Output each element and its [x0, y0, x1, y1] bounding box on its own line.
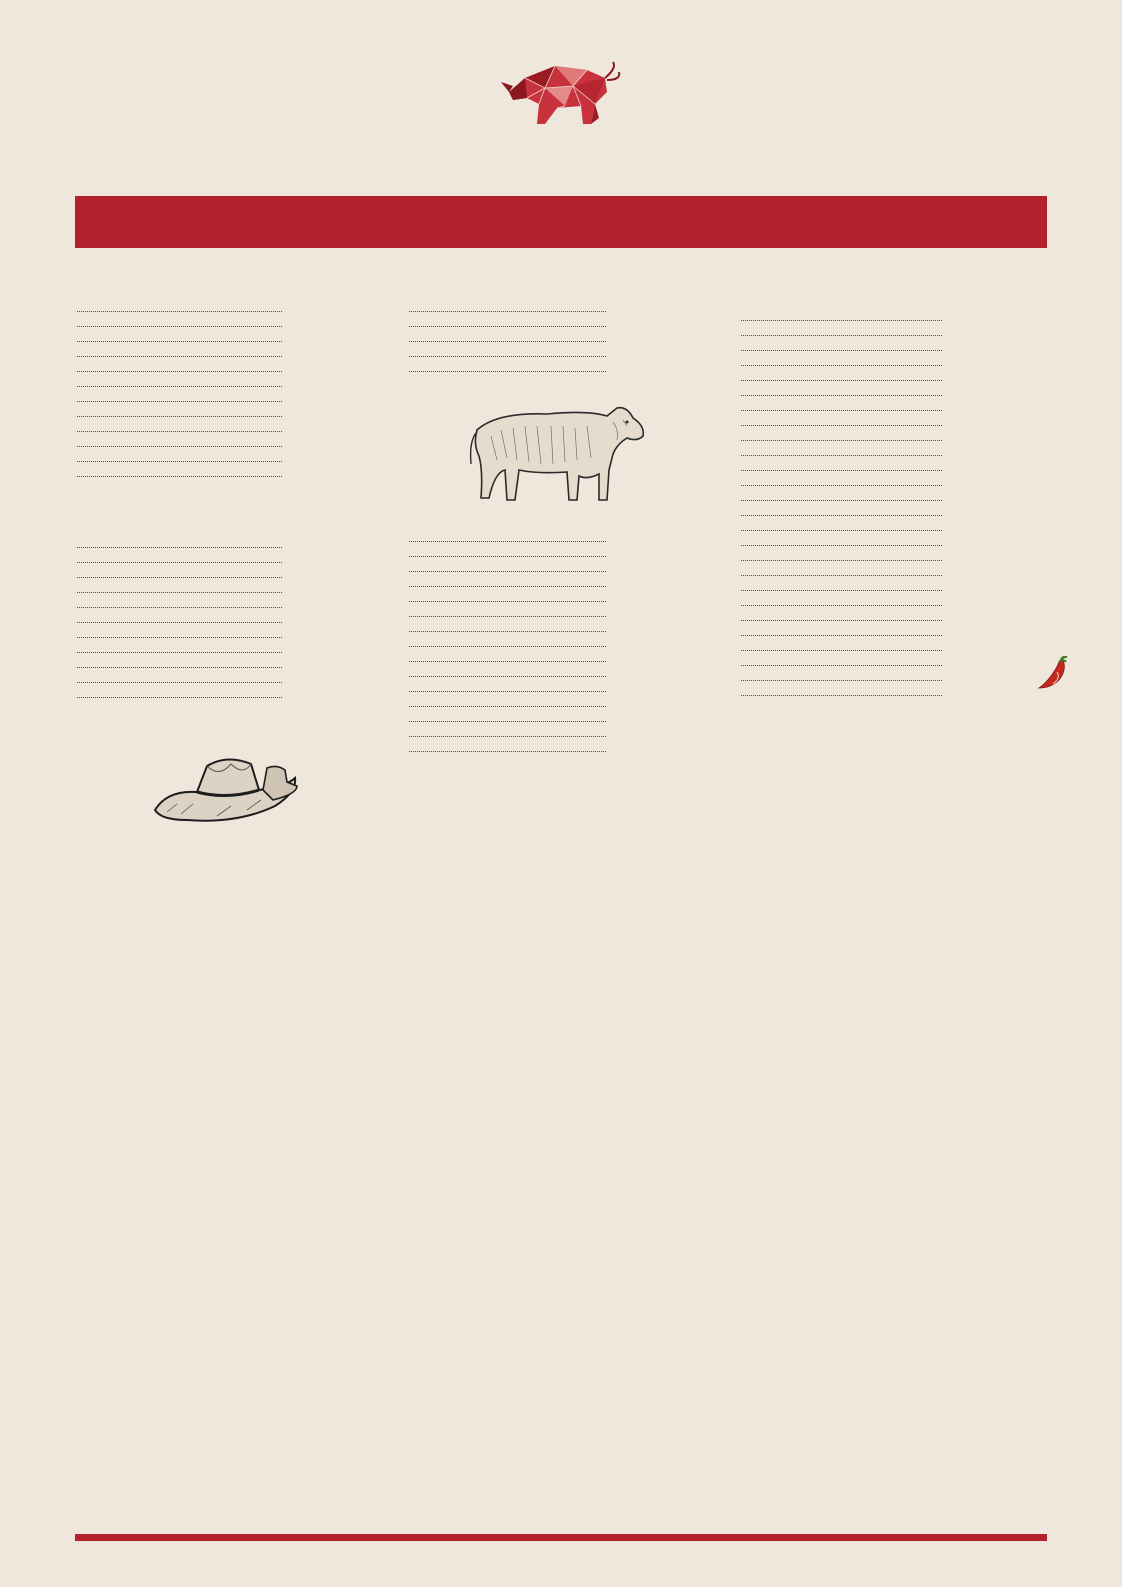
item-price-line — [75, 386, 380, 391]
leader-dots — [409, 721, 606, 722]
menu-item — [407, 736, 704, 741]
leader-dots — [77, 577, 282, 578]
item-price-line — [739, 470, 1040, 475]
item-price-line — [75, 461, 380, 466]
item-price-line — [739, 680, 1040, 685]
footer-red-band — [75, 1534, 1047, 1541]
company-items-list — [407, 311, 704, 376]
leader-dots — [741, 665, 942, 666]
item-price-line — [739, 650, 1040, 655]
menu-item — [407, 661, 704, 666]
leader-dots — [741, 455, 942, 456]
menu-item — [407, 326, 704, 331]
menu-item — [739, 650, 1040, 655]
item-price-line — [407, 706, 704, 711]
leader-dots — [77, 592, 282, 593]
item-price-line — [75, 311, 380, 316]
menu-item — [739, 425, 1040, 430]
leader-dots — [77, 311, 282, 312]
item-price-line — [739, 455, 1040, 460]
item-price-line — [739, 440, 1040, 445]
leader-dots — [77, 326, 282, 327]
menu-item — [739, 680, 1040, 685]
leader-dots — [409, 586, 606, 587]
leader-dots — [77, 637, 282, 638]
bull-logo-icon — [495, 58, 625, 130]
column-middle — [407, 268, 704, 766]
menu-item — [739, 575, 1040, 580]
leader-dots — [409, 736, 606, 737]
menu-item — [739, 320, 1040, 325]
leader-dots — [741, 335, 942, 336]
menu-item — [75, 416, 380, 421]
leader-dots — [77, 461, 282, 462]
leader-dots — [409, 661, 606, 662]
leader-dots — [409, 356, 606, 357]
leader-dots — [741, 590, 942, 591]
item-price-line — [739, 320, 1040, 325]
leader-dots — [741, 470, 942, 471]
item-price-line — [739, 500, 1040, 505]
menu-item — [75, 682, 380, 687]
menu-item — [739, 380, 1040, 385]
leader-dots — [741, 380, 942, 381]
cowboy-hat-icon — [147, 720, 307, 860]
leader-dots — [409, 751, 606, 752]
leader-dots — [77, 386, 282, 387]
leader-dots — [77, 446, 282, 447]
menu-item — [739, 545, 1040, 550]
item-price-line — [407, 311, 704, 316]
cold-items-list — [75, 311, 380, 481]
menu-item — [407, 586, 704, 591]
item-price-line — [407, 676, 704, 681]
item-price-line — [75, 697, 380, 702]
item-price-line — [75, 371, 380, 376]
menu-item — [407, 646, 704, 651]
menu-item — [75, 637, 380, 642]
item-price-line — [407, 341, 704, 346]
leader-dots — [77, 356, 282, 357]
menu-item — [75, 622, 380, 627]
menu-item — [739, 440, 1040, 445]
leader-dots — [741, 620, 942, 621]
leader-dots — [741, 425, 942, 426]
leader-dots — [77, 416, 282, 417]
leader-dots — [409, 371, 606, 372]
leader-dots — [409, 556, 606, 557]
menu-item — [739, 485, 1040, 490]
menu-item — [739, 365, 1040, 370]
header-red-band — [75, 196, 1047, 248]
item-price-line — [739, 575, 1040, 580]
item-price-line — [407, 326, 704, 331]
cold-section-title — [75, 268, 380, 303]
menu-item — [739, 605, 1040, 610]
item-price-line — [407, 616, 704, 621]
company-section-title — [407, 268, 704, 303]
leader-dots — [409, 541, 606, 542]
menu-item — [75, 592, 380, 597]
leader-dots — [409, 706, 606, 707]
leader-dots — [741, 440, 942, 441]
item-price-line — [75, 547, 380, 552]
item-price-line — [75, 607, 380, 612]
menu-item — [407, 311, 704, 316]
item-price-line — [739, 530, 1040, 535]
leader-dots — [741, 635, 942, 636]
menu-item — [75, 311, 380, 316]
menu-item — [407, 751, 704, 756]
menu-item — [75, 326, 380, 331]
item-price-line — [75, 682, 380, 687]
item-price-line — [407, 556, 704, 561]
leader-dots — [77, 431, 282, 432]
item-price-line — [75, 356, 380, 361]
leader-dots — [77, 341, 282, 342]
item-price-line — [75, 416, 380, 421]
item-price-line — [739, 485, 1040, 490]
leader-dots — [77, 607, 282, 608]
menu-item — [739, 590, 1040, 595]
item-price-line — [739, 350, 1040, 355]
leader-dots — [741, 350, 942, 351]
item-price-line — [75, 577, 380, 582]
menu-item — [739, 455, 1040, 460]
leader-dots — [77, 547, 282, 548]
menu-item — [407, 616, 704, 621]
salads-items-list — [75, 547, 380, 702]
leader-dots — [741, 365, 942, 366]
item-price-line — [407, 751, 704, 756]
qr-code-icon — [75, 75, 168, 168]
item-price-line — [75, 476, 380, 481]
menu-item — [407, 371, 704, 376]
menu-item — [739, 665, 1040, 670]
menu-item — [75, 431, 380, 436]
leader-dots — [741, 575, 942, 576]
item-price-line — [739, 590, 1040, 595]
item-price-line — [407, 571, 704, 576]
item-price-line — [407, 736, 704, 741]
leader-dots — [741, 650, 942, 651]
leader-dots — [409, 571, 606, 572]
menu-item — [75, 562, 380, 567]
menu-item — [75, 547, 380, 552]
menu-item — [739, 635, 1040, 640]
leader-dots — [409, 676, 606, 677]
item-price-line — [407, 541, 704, 546]
item-price-line — [739, 425, 1040, 430]
leader-dots — [409, 311, 606, 312]
menu-item — [75, 667, 380, 672]
menu-item — [407, 356, 704, 361]
hot-items-list — [407, 541, 704, 756]
menu-item — [739, 500, 1040, 505]
column-left — [75, 268, 380, 860]
menu-item — [407, 676, 704, 681]
diamond-divider-icon — [75, 505, 380, 517]
item-price-line — [75, 431, 380, 436]
item-price-line — [75, 562, 380, 567]
leader-dots — [77, 476, 282, 477]
item-price-line — [739, 380, 1040, 385]
item-price-line — [739, 410, 1040, 415]
leader-dots — [409, 691, 606, 692]
leader-dots — [77, 371, 282, 372]
leader-dots — [409, 601, 606, 602]
item-price-line — [407, 371, 704, 376]
menu-item — [407, 601, 704, 606]
item-price-line — [75, 652, 380, 657]
menu-item — [739, 395, 1040, 400]
menu-item — [407, 541, 704, 546]
leader-dots — [77, 697, 282, 698]
item-price-line — [75, 667, 380, 672]
item-price-line — [75, 401, 380, 406]
beer-section-title — [739, 268, 1040, 312]
item-price-line — [739, 365, 1040, 370]
leader-dots — [77, 682, 282, 683]
menu-item — [407, 706, 704, 711]
item-price-line — [407, 586, 704, 591]
menu-item — [75, 476, 380, 481]
item-price-line — [407, 356, 704, 361]
menu-item — [407, 631, 704, 636]
leader-dots — [741, 605, 942, 606]
leader-dots — [409, 341, 606, 342]
item-price-line — [75, 592, 380, 597]
item-price-line — [407, 631, 704, 636]
item-price-line — [407, 691, 704, 696]
menu-item — [75, 652, 380, 657]
menu-item — [739, 515, 1040, 520]
menu-item — [739, 560, 1040, 565]
menu-item — [739, 350, 1040, 355]
restaurant-logo — [462, 58, 658, 130]
leader-dots — [741, 320, 942, 321]
leader-dots — [409, 616, 606, 617]
item-price-line — [739, 560, 1040, 565]
item-price-line — [75, 637, 380, 642]
menu-item — [407, 691, 704, 696]
item-price-line — [407, 646, 704, 651]
leader-dots — [741, 530, 942, 531]
item-price-line — [75, 622, 380, 627]
item-price-line — [739, 665, 1040, 670]
leader-dots — [409, 631, 606, 632]
menu-item — [75, 577, 380, 582]
leader-dots — [741, 695, 942, 696]
menu-item — [739, 335, 1040, 340]
menu-item — [75, 356, 380, 361]
item-price-line — [75, 341, 380, 346]
leader-dots — [77, 652, 282, 653]
menu-item — [75, 386, 380, 391]
menu-item — [75, 341, 380, 346]
item-price-line — [407, 601, 704, 606]
leader-dots — [77, 401, 282, 402]
item-price-line — [739, 620, 1040, 625]
menu-item — [75, 461, 380, 466]
menu-item — [75, 697, 380, 702]
menu-item — [75, 401, 380, 406]
menu-item — [739, 410, 1040, 415]
item-price-line — [407, 721, 704, 726]
menu-item — [407, 721, 704, 726]
leader-dots — [741, 500, 942, 501]
column-right — [739, 268, 1040, 710]
leader-dots — [741, 560, 942, 561]
menu-item — [739, 470, 1040, 475]
menu-item — [739, 530, 1040, 535]
leader-dots — [741, 410, 942, 411]
menu-item — [75, 607, 380, 612]
leader-dots — [741, 545, 942, 546]
leader-dots — [409, 646, 606, 647]
item-price-line — [739, 695, 1040, 700]
cow-illustration-icon — [467, 400, 647, 515]
leader-dots — [741, 395, 942, 396]
item-price-line — [407, 661, 704, 666]
item-price-line — [739, 395, 1040, 400]
leader-dots — [741, 680, 942, 681]
menu-item — [75, 446, 380, 451]
item-price-line — [739, 515, 1040, 520]
leader-dots — [77, 622, 282, 623]
item-price-line — [739, 605, 1040, 610]
item-price-line — [739, 335, 1040, 340]
leader-dots — [409, 326, 606, 327]
leader-dots — [741, 515, 942, 516]
item-price-line — [739, 545, 1040, 550]
menu-item — [739, 620, 1040, 625]
chili-pepper-icon — [1035, 656, 1069, 692]
menu-item — [407, 571, 704, 576]
menu-item — [407, 556, 704, 561]
item-price-line — [75, 446, 380, 451]
leader-dots — [77, 562, 282, 563]
beer-items-list — [739, 320, 1040, 700]
item-price-line — [739, 635, 1040, 640]
leader-dots — [741, 485, 942, 486]
menu-item — [75, 371, 380, 376]
item-price-line — [75, 326, 380, 331]
menu-item — [739, 695, 1040, 700]
menu-item — [407, 341, 704, 346]
leader-dots — [77, 667, 282, 668]
